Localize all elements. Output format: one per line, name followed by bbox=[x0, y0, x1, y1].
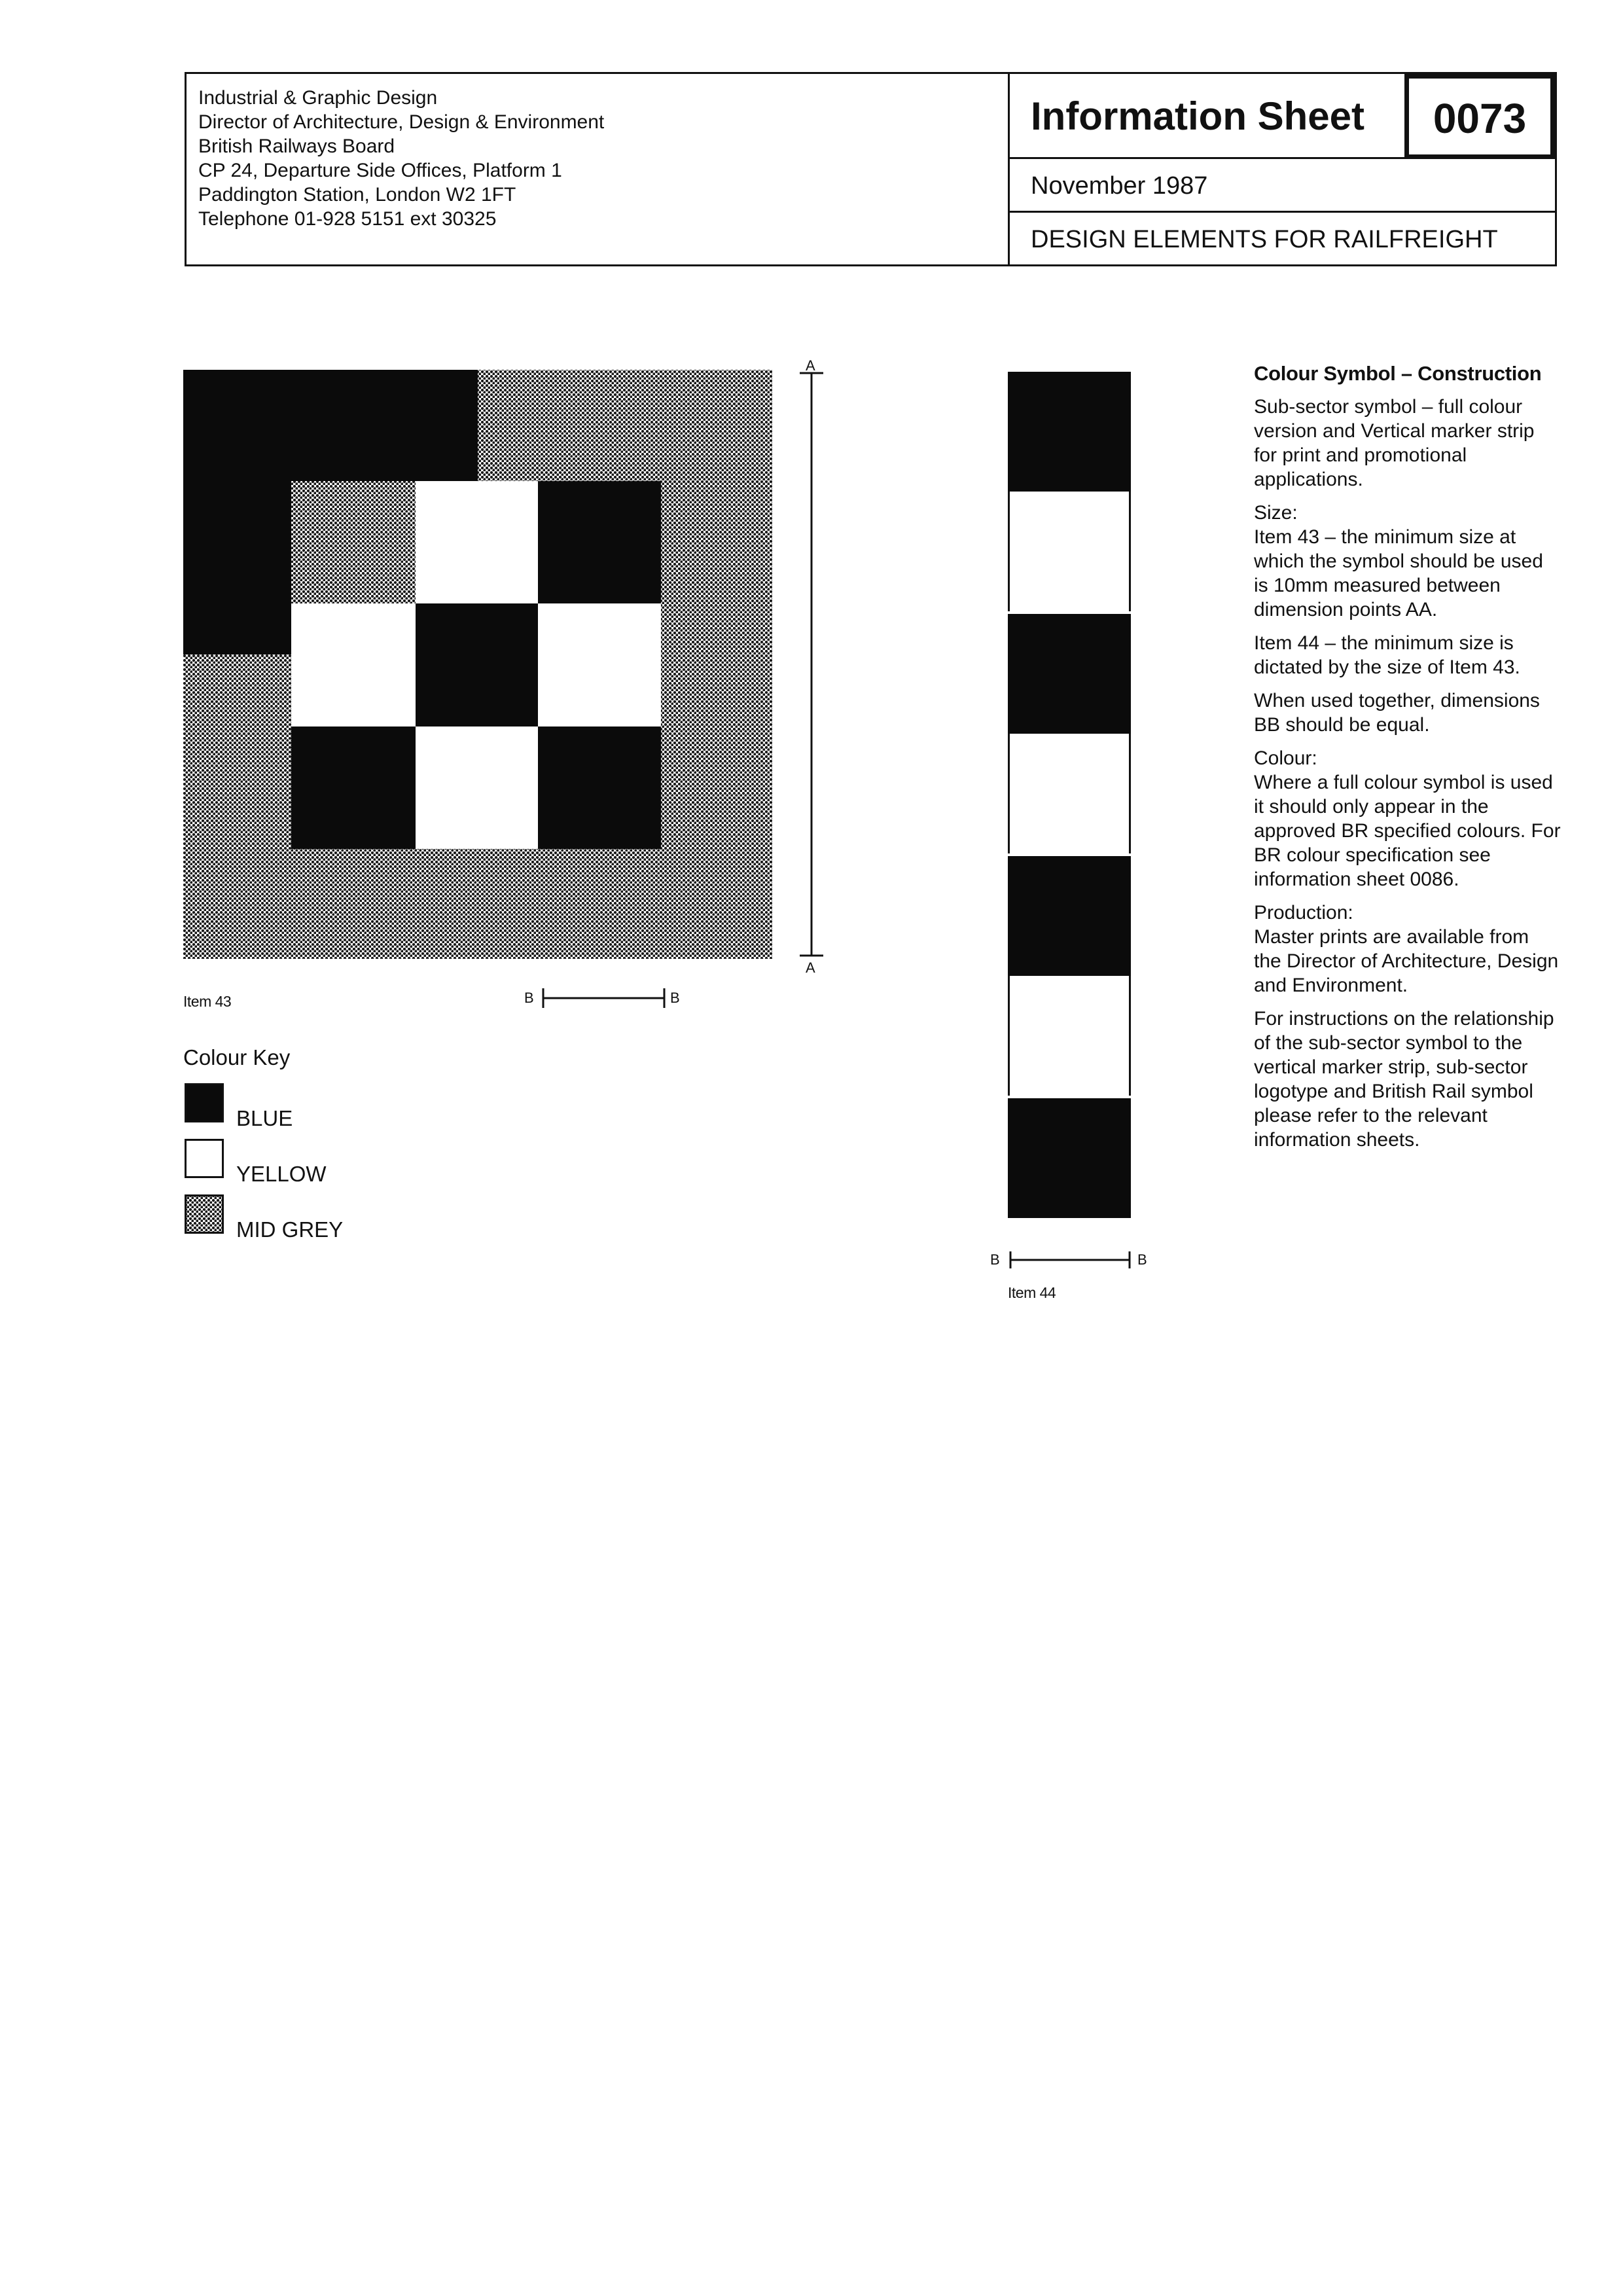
sheet-date-cell bbox=[1010, 159, 1555, 213]
sheet-number-cell bbox=[1404, 74, 1555, 159]
symbol-cell bbox=[416, 481, 538, 603]
production-heading: Production: bbox=[1254, 902, 1353, 924]
address-line: Telephone 01-928 5151 ext 30325 bbox=[198, 208, 497, 230]
item-44-label: Item 44 bbox=[1008, 1284, 1056, 1301]
description-text bbox=[1254, 361, 1561, 1161]
dimension-b-left-label: B bbox=[524, 990, 534, 1006]
blue-key-label: BLUE bbox=[236, 1106, 293, 1130]
strip-blue-block bbox=[1008, 1098, 1131, 1218]
sheet-subject: DESIGN ELEMENTS FOR RAILFREIGHT bbox=[1031, 226, 1498, 253]
address-line: Industrial & Graphic Design bbox=[198, 87, 438, 109]
size-item44-paragraph: Item 44 – the minimum size is dictated by the size of Item 43. bbox=[1254, 632, 1520, 678]
section-heading: Colour Symbol – Construction bbox=[1254, 362, 1542, 385]
mid-grey-key-label: MID GREY bbox=[236, 1217, 344, 1242]
item-43-label: Item 43 bbox=[183, 993, 232, 1010]
header-box bbox=[185, 72, 1557, 266]
dimension-aa bbox=[800, 373, 823, 956]
sheet-number: 0073 bbox=[1433, 95, 1527, 142]
strip-blue-block bbox=[1008, 372, 1131, 492]
address-line: British Railways Board bbox=[198, 135, 395, 157]
colour-key-heading: Colour Key bbox=[183, 1045, 291, 1069]
strip-dimension-b-right-label: B bbox=[1137, 1251, 1147, 1268]
symbol-cell bbox=[416, 726, 538, 849]
production-paragraph: Master prints are available from the Director of Architecture, Design and Environment. bbox=[1254, 926, 1559, 996]
strip-dimension-b-left-label: B bbox=[990, 1251, 1000, 1268]
instructions-paragraph: For instructions on the relationship of the sub-sector symbol to the vertical marker strip, sub-sector logotype and British Rail symbol please refer to the relevant information sheets. bbox=[1254, 1008, 1554, 1151]
dimension-bb-strip bbox=[1008, 1250, 1132, 1270]
sheet-title: Information Sheet bbox=[1031, 94, 1365, 138]
colour-symbol-item-43 bbox=[183, 357, 825, 1011]
strip-blue-block bbox=[1008, 856, 1131, 976]
yellow-key-label: YELLOW bbox=[236, 1162, 327, 1186]
strip-yellow-block bbox=[1008, 492, 1131, 611]
mid-grey-swatch bbox=[185, 1194, 224, 1234]
symbol-cell bbox=[291, 603, 416, 726]
sheet-title-cell bbox=[1010, 74, 1404, 159]
sheet-date: November 1987 bbox=[1031, 172, 1208, 200]
intro-paragraph: Sub-sector symbol – full colour version and Vertical marker strip for print and promotional applications. bbox=[1254, 396, 1535, 490]
symbol-cell bbox=[416, 603, 538, 726]
address-line: Paddington Station, London W2 1FT bbox=[198, 184, 516, 206]
size-heading: Size: bbox=[1254, 502, 1298, 524]
dimension-a-top-label: A bbox=[806, 357, 815, 374]
blue-swatch bbox=[185, 1083, 224, 1122]
address-line: Director of Architecture, Design & Environment bbox=[198, 111, 605, 133]
strip-yellow-block bbox=[1008, 734, 1131, 853]
publisher-address bbox=[187, 74, 1010, 264]
size-item43-paragraph: Item 43 – the minimum size at which the symbol should be used is 10mm measured between dimension points AA. bbox=[1254, 526, 1543, 620]
strip-blue-block bbox=[1008, 614, 1131, 734]
colour-heading: Colour: bbox=[1254, 747, 1317, 769]
dimension-bb bbox=[543, 988, 664, 1008]
symbol-cell bbox=[538, 603, 661, 726]
sheet-subject-cell bbox=[1010, 213, 1555, 264]
colour-paragraph: Where a full colour symbol is used it should only appear in the approved BR specified colours. For BR colour specification see information sheet 0086. bbox=[1254, 772, 1561, 890]
yellow-swatch bbox=[185, 1139, 224, 1178]
dimension-b-right-label: B bbox=[670, 990, 680, 1006]
symbol-cell bbox=[538, 481, 661, 603]
sheet-info bbox=[1010, 74, 1555, 264]
size-together-paragraph: When used together, dimensions BB should be equal. bbox=[1254, 690, 1540, 736]
symbol-cell bbox=[291, 726, 416, 849]
address-line: CP 24, Departure Side Offices, Platform 1 bbox=[198, 160, 562, 181]
dimension-a-bottom-label: A bbox=[806, 960, 815, 976]
strip-yellow-block bbox=[1008, 976, 1131, 1096]
symbol-cell bbox=[538, 726, 661, 849]
